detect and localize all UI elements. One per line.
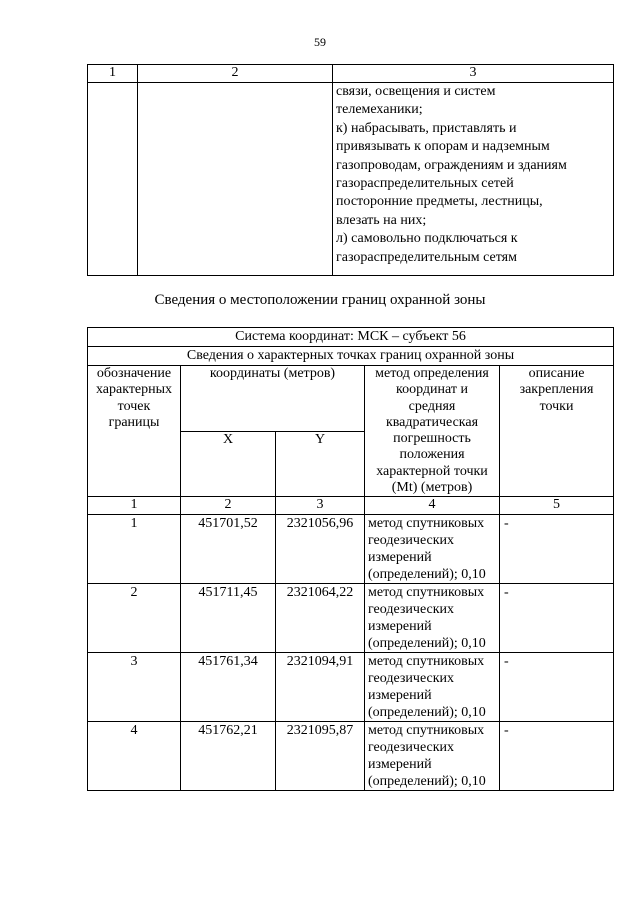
column-numbers-row (88, 497, 614, 515)
y-coordinate: 2321095,87 (276, 722, 365, 791)
header-line: точки (539, 398, 574, 414)
method-cell (365, 653, 500, 722)
text-line: телемеханики; (336, 102, 423, 118)
column-number: 2 (181, 497, 276, 515)
header-line: квадратическая (385, 414, 479, 430)
column-number: 3 (276, 497, 365, 515)
header-line: положения (399, 447, 465, 463)
coordinate-system: Система координат: МСК – субъект 56 (88, 328, 614, 347)
method-line: метод спутниковых (368, 585, 485, 601)
restrictions-table (87, 64, 614, 276)
header-cell: 1 (88, 65, 138, 83)
table-row (88, 83, 614, 276)
header-row (88, 65, 614, 83)
point-id: 2 (88, 584, 181, 653)
header-line: закрепления (519, 382, 594, 398)
point-id: 3 (88, 653, 181, 722)
subtitle-row (88, 347, 614, 366)
text-line: связи, освещения и систем (336, 84, 496, 99)
method-line: геодезических (368, 671, 455, 687)
column-number: 5 (500, 497, 614, 515)
header-line: (Mt) (метров) (391, 480, 473, 496)
method-line: метод спутниковых (368, 723, 485, 739)
header-line: координат и (396, 382, 468, 398)
text-line: к) набрасывать, приставлять и (336, 120, 517, 136)
y-coordinate: 2321064,22 (276, 584, 365, 653)
header-row (88, 366, 614, 432)
restriction-text (333, 83, 614, 276)
point-id: 1 (88, 515, 181, 584)
header-cell: 2 (138, 65, 333, 83)
y-coordinate: 2321056,96 (276, 515, 365, 584)
method-line: геодезических (368, 602, 455, 618)
method-line: (определений); 0,10 (368, 774, 486, 790)
table-row (88, 584, 614, 653)
method-line: измерений (368, 757, 432, 773)
description-cell: - (500, 722, 614, 791)
header-line: границы (108, 414, 160, 430)
table-row (88, 722, 614, 791)
method-cell (365, 584, 500, 653)
y-header: Y (276, 431, 365, 497)
description-cell: - (500, 515, 614, 584)
table-row (88, 515, 614, 584)
coordinates-table (87, 327, 614, 791)
x-coordinate: 451762,21 (181, 722, 276, 791)
method-cell (365, 515, 500, 584)
coordinates-header: координаты (метров) (181, 366, 365, 432)
x-header: X (181, 431, 276, 497)
method-header (365, 366, 500, 497)
description-header (500, 366, 614, 497)
point-id: 4 (88, 722, 181, 791)
header-line: характерной точки (376, 463, 488, 479)
x-coordinate: 451761,34 (181, 653, 276, 722)
text-line: газораспределительным сетям (336, 249, 517, 265)
header-cell: 3 (333, 65, 614, 83)
description-cell: - (500, 653, 614, 722)
header-line: описание (528, 366, 585, 381)
method-line: измерений (368, 619, 432, 635)
empty-cell (138, 83, 333, 276)
section-title: Сведения о местоположении границ охранной зоны (154, 292, 486, 308)
header-line: метод определения (375, 366, 489, 381)
method-line: геодезических (368, 740, 455, 756)
method-line: (определений); 0,10 (368, 567, 486, 583)
system-row (88, 328, 614, 347)
header-line: погрешность (393, 431, 471, 447)
column-number: 4 (365, 497, 500, 515)
table-subtitle: Сведения о характерных точках границ охранной зоны (88, 347, 614, 366)
header-line: точек (117, 398, 151, 414)
text-line: газораспределительных сетей (336, 176, 514, 192)
page-number: 59 (314, 35, 326, 49)
method-line: (определений); 0,10 (368, 705, 486, 721)
x-coordinate: 451701,52 (181, 515, 276, 584)
header-line: характерных (95, 382, 173, 398)
text-line: л) самовольно подключаться к (336, 231, 518, 247)
text-line: влезать на них; (336, 212, 427, 228)
method-line: измерений (368, 688, 432, 704)
table-row (88, 653, 614, 722)
method-line: метод спутниковых (368, 654, 485, 670)
text-line: газопроводам, ограждениям и зданиям (336, 157, 567, 173)
text-line: привязывать к опорам и надземным (336, 139, 550, 155)
header-line: средняя (408, 398, 456, 414)
method-cell (365, 722, 500, 791)
designation-header (88, 366, 181, 497)
header-line: обозначение (96, 366, 172, 381)
description-cell: - (500, 584, 614, 653)
empty-cell (88, 83, 138, 276)
method-line: измерений (368, 550, 432, 566)
y-coordinate: 2321094,91 (276, 653, 365, 722)
x-coordinate: 451711,45 (181, 584, 276, 653)
method-line: метод спутниковых (368, 516, 485, 532)
method-line: геодезических (368, 533, 455, 549)
text-line: посторонние предметы, лестницы, (336, 194, 543, 210)
column-number: 1 (88, 497, 181, 515)
method-line: (определений); 0,10 (368, 636, 486, 652)
